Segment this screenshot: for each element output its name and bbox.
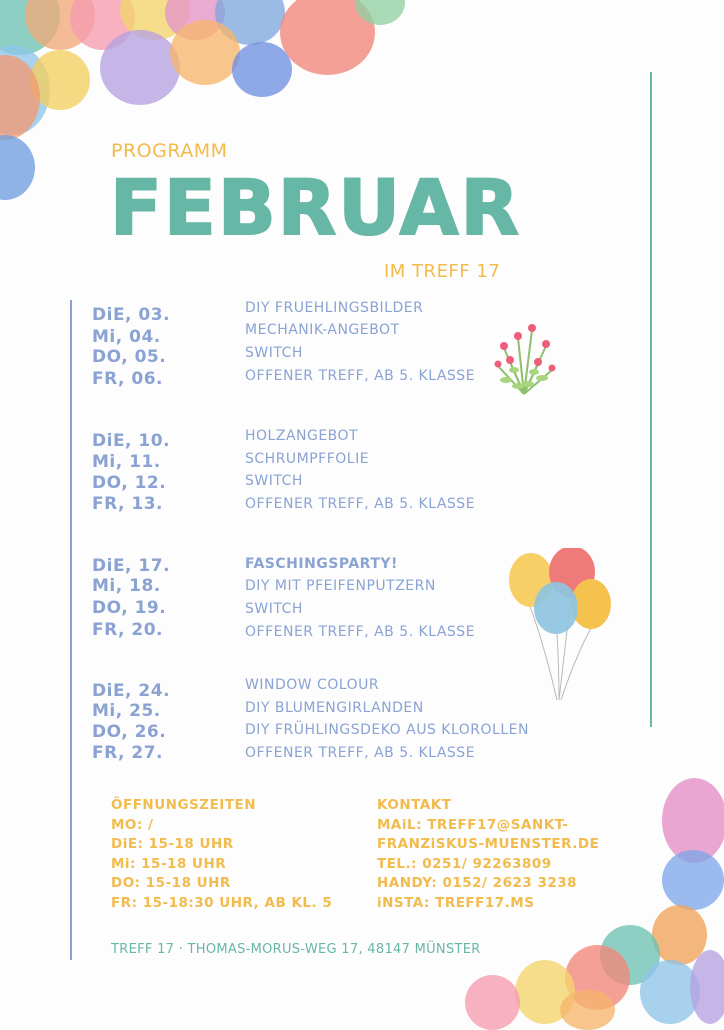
page-title: FEBRUAR: [110, 163, 521, 252]
schedule-event: OFFENER TREFF, AB 5. KLASSE: [245, 496, 476, 512]
schedule-event: DIY FRÜHLINGSDEKO AUS KLOROLLEN: [245, 722, 529, 738]
contact-line[interactable]: MAiL: TREFF17@SANKT-: [377, 816, 569, 833]
schedule-event: SCHRUMPFFOLIE: [245, 451, 370, 467]
page-subtitle: PROGRAMM: [111, 140, 228, 162]
schedule-event: DIY FRUEHLINGSBILDER: [245, 300, 424, 316]
contact-info: [377, 796, 599, 913]
opening-hours-line: FR: 15-18:30 UHR, AB KL. 5: [111, 894, 333, 911]
schedule-event: SWITCH: [245, 345, 303, 361]
schedule-event-highlight: FASCHINGSPARTY!: [245, 556, 398, 572]
schedule-event: OFFENER TREFF, AB 5. KLASSE: [245, 624, 476, 640]
schedule-day: FR, 20.: [92, 620, 164, 640]
footer-address: TREFF 17 · THOMAS-MORUS-WEG 17, 48147 MÜNSTER: [111, 942, 481, 957]
schedule-day: FR, 27.: [92, 743, 164, 763]
schedule-day: DiE, 03.: [92, 305, 171, 325]
left-divider: [70, 300, 72, 960]
schedule-day: DiE, 17.: [92, 556, 171, 576]
schedule-day: FR, 13.: [92, 494, 164, 514]
schedule-event: OFFENER TREFF, AB 5. KLASSE: [245, 368, 476, 384]
schedule-day: DiE, 10.: [92, 431, 171, 451]
schedule-day: DO, 19.: [92, 598, 167, 618]
right-divider: [650, 72, 652, 727]
schedule-day: DiE, 24.: [92, 681, 171, 701]
schedule-day: FR, 06.: [92, 369, 164, 389]
flowers-illustration: [488, 318, 560, 396]
balloons-illustration: [505, 548, 615, 706]
opening-hours-line: DO: 15-18 UHR: [111, 875, 231, 891]
opening-hours-line: DiE: 15-18 UHR: [111, 836, 234, 852]
schedule-day: Mi, 11.: [92, 452, 161, 472]
schedule-day: DO, 26.: [92, 722, 167, 742]
opening-hours-line: MO: /: [111, 816, 154, 833]
location-label: IM TREFF 17: [384, 261, 501, 282]
schedule-event: DIY BLUMENGIRLANDEN: [245, 700, 424, 716]
schedule-day: DO, 12.: [92, 473, 167, 493]
schedule-event: MECHANIK-ANGEBOT: [245, 322, 400, 338]
schedule-event: HOLZANGEBOT: [245, 428, 359, 444]
schedule-day: Mi, 04.: [92, 327, 161, 347]
schedule-day: DO, 05.: [92, 347, 167, 367]
contact-heading: KONTAKT: [377, 797, 452, 813]
opening-hours: [111, 796, 332, 913]
contact-line: HANDY: 0152/ 2623 3238: [377, 875, 578, 891]
opening-hours-line: Mi: 15-18 UHR: [111, 855, 227, 872]
schedule-event: SWITCH: [245, 601, 303, 617]
contact-line[interactable]: FRANZiSKUS-MUENSTER.DE: [377, 836, 600, 852]
schedule-event: WINDOW COLOUR: [245, 677, 380, 693]
opening-hours-heading: ÖFFNUNGSZEITEN: [111, 797, 257, 813]
schedule-day: Mi, 18.: [92, 576, 161, 596]
contact-line: iNSTA: TREFF17.MS: [377, 894, 535, 911]
schedule-day: Mi, 25.: [92, 701, 161, 721]
contact-line: TEL.: 0251/ 92263809: [377, 855, 552, 872]
schedule-event: SWITCH: [245, 473, 303, 489]
schedule-event: DIY MIT PFEIFENPUTZERN: [245, 578, 436, 594]
schedule-event: OFFENER TREFF, AB 5. KLASSE: [245, 745, 476, 761]
